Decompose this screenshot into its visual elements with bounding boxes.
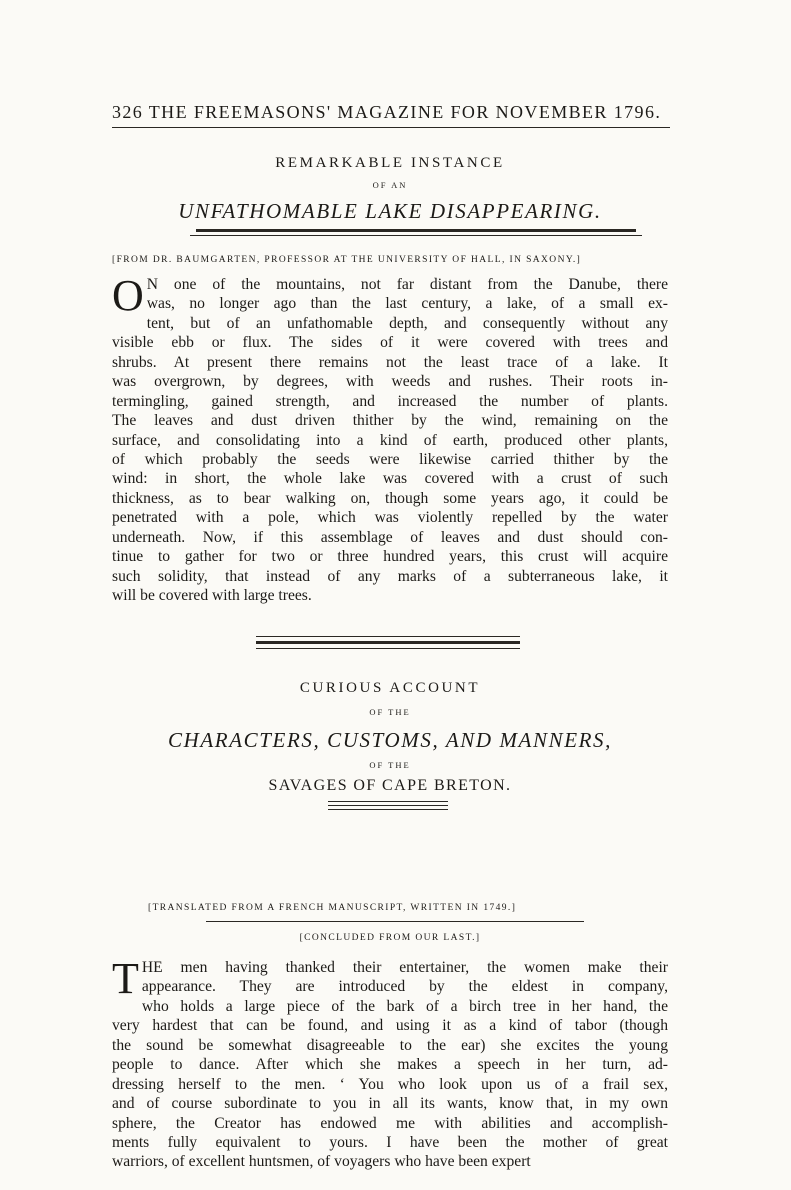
article1-source: [FROM DR. BAUMGARTEN, PROFESSOR AT THE UNIVERSITY OF HALL, IN SAXONY.]	[112, 255, 582, 265]
body-line: underneath. Now, if this assemblage of leaves and dust should con-	[112, 528, 668, 546]
body-line: tinue to gather for two or three hundred years, this crust will acquire	[112, 548, 668, 566]
body-line: ments fully equivalent to yours. I have been the mother of great	[112, 1133, 668, 1151]
body-line: thickness, as to bear walking on, though some years ago, it could be	[112, 489, 668, 507]
body-line: termingling, gained strength, and increased the number of plants.	[112, 392, 668, 410]
article1-title-rule	[196, 229, 636, 232]
article1-title-line2: OF AN	[372, 180, 408, 190]
body-line: was overgrown, by degrees, with weeds and rushes. Their roots in-	[112, 373, 668, 391]
body-line: who holds a large piece of the bark of a birch tree in her hand, the	[141, 997, 668, 1015]
article1-drop-cap: O	[112, 271, 144, 320]
article1-title-line1: REMARKABLE INSTANCE	[275, 155, 505, 171]
body-line: sphere, the Creator has endowed me with abilities and accomplish-	[112, 1114, 668, 1132]
body-line: warriors, of excellent huntsmen, of voyagers who have been expert	[112, 1153, 531, 1171]
article2-title-line4: OF THE	[369, 760, 411, 770]
article2-drop-cap: T	[112, 954, 139, 1003]
body-line: shrubs. At present there remains not the least trace of a lake. It	[112, 353, 668, 371]
article2-title-line2: OF THE	[369, 707, 411, 717]
body-line: very hardest that can be found, and using it as a kind of tabor (though	[112, 1017, 668, 1035]
article2-title-rule	[328, 801, 448, 802]
body-line: the sound be somewhat disagreeable to the ear) she excites the young	[112, 1036, 668, 1054]
article2-body	[112, 954, 668, 1172]
body-line: of which probably the seeds were likewise carried thither by the	[112, 450, 668, 468]
body-line: and of course subordinate to you in all its wants, know that, in my own	[112, 1095, 668, 1113]
body-line: The leaves and dust driven thither by the wind, remaining on the	[112, 412, 668, 430]
article2-title-rule-3	[328, 809, 448, 810]
body-line: was, no longer ago than the last century, a lake, of a small ex-	[146, 295, 668, 313]
body-line: tent, but of an unfathomable depth, and consequently without any	[146, 314, 668, 332]
body-line: N one of the mountains, not far distant from the Danube, there	[146, 276, 668, 293]
section-divider-top	[256, 636, 520, 637]
body-line: surface, and consolidating into a kind of earth, produced other plants,	[112, 431, 668, 449]
article2-translated-note: [TRANSLATED FROM A FRENCH MANUSCRIPT, WRITTEN IN 1749.]	[148, 903, 517, 913]
body-line: visible ebb or flux. The sides of it were covered with trees and	[112, 334, 668, 352]
body-line: wind: in short, the whole lake was covered with a crust of such	[112, 470, 668, 488]
body-line: will be covered with large trees.	[112, 587, 312, 604]
article2-title-line5: SAVAGES OF CAPE BRETON.	[268, 777, 512, 794]
article2-title-line3: CHARACTERS, CUSTOMS, AND MANNERS,	[167, 728, 613, 752]
article1-title-line3: UNFATHOMABLE LAKE DISAPPEARING.	[178, 199, 602, 223]
note-underline	[206, 921, 584, 922]
running-head: 326 THE FREEMASONS' MAGAZINE FOR NOVEMBER 1796.	[112, 102, 662, 122]
section-divider-middle	[256, 641, 520, 644]
header-rule	[112, 127, 670, 128]
article1-title-rule-thin	[190, 235, 642, 236]
body-line: penetrated with a pole, which was violently repelled by the water	[112, 509, 668, 527]
body-line: dressing herself to the men. ‘ You who look upon us of a frail sex,	[112, 1075, 668, 1093]
body-line: appearance. They are introduced by the eldest in company,	[141, 978, 668, 996]
article1-body	[112, 271, 668, 605]
body-line: such solidity, that instead of any marks of a subterraneous lake, it	[112, 567, 668, 585]
article2-title-rule-2	[328, 805, 448, 806]
body-line: people to dance. After which she makes a speech in her turn, ad-	[112, 1056, 668, 1074]
article2-concluded-note: [CONCLUDED FROM OUR LAST.]	[299, 933, 481, 943]
article2-title-line1: CURIOUS ACCOUNT	[299, 680, 481, 696]
section-divider-bottom	[256, 648, 520, 649]
body-line: HE men having thanked their entertainer, the women make their	[141, 959, 668, 976]
